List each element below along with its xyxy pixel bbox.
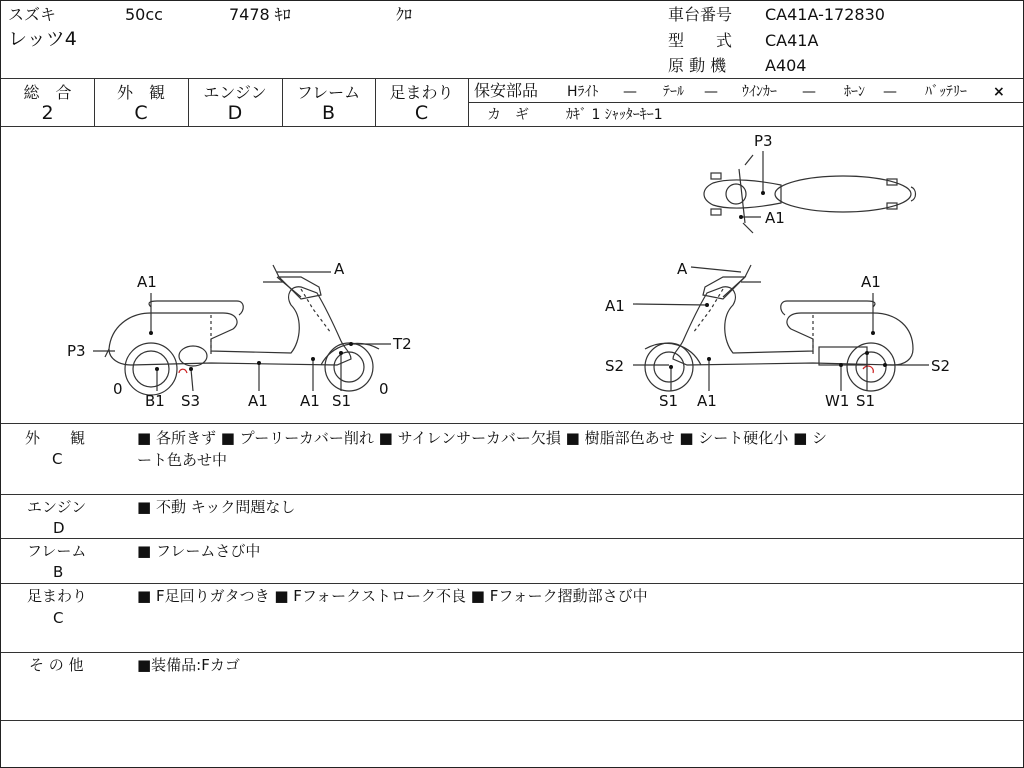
grade-overall-value: 2 <box>41 102 54 124</box>
remark-other-label: そ の 他 <box>29 656 84 674</box>
divider <box>1 78 1023 79</box>
divider <box>1 720 1023 721</box>
remark-frame-text: ■ フレームさび中 <box>137 542 261 560</box>
safety-battery: ﾊﾞｯﾃﾘｰ <box>925 84 967 100</box>
label-s1-rear-right: S1 <box>856 392 876 410</box>
label-a1-floor-right: A1 <box>697 392 717 410</box>
safety-tail-mark: — <box>704 84 718 100</box>
maker: スズキ <box>8 5 57 24</box>
safety-winker-mark: — <box>802 84 816 100</box>
grade-engine-value: D <box>227 102 243 124</box>
grade-exterior-value: C <box>134 102 148 124</box>
remark-exterior-text-2: ート色あせ中 <box>137 451 228 469</box>
label-a1-front-right: A1 <box>605 297 625 315</box>
type-label: 型 式 <box>668 31 733 50</box>
label-zero-right: 0 <box>379 380 389 398</box>
divider <box>1 423 1023 424</box>
safety-horn: ﾎｰﾝ <box>844 84 865 100</box>
type-value: CA41A <box>765 31 819 50</box>
engine-value: A404 <box>765 56 807 75</box>
remark-engine-label: エンジン <box>27 498 87 516</box>
remark-exterior-text: ■ 各所きず ■ プーリーカバー削れ ■ サイレンサーカバー欠損 ■ 樹脂部色あせ ■ シート硬化小 ■ シ <box>137 429 828 447</box>
engine-label: 原 動 機 <box>668 56 727 75</box>
label-t2-left: T2 <box>393 335 412 353</box>
label-s1-left: S1 <box>332 392 352 410</box>
remark-frame-label: フレーム <box>27 542 87 560</box>
frame-no-label: 車台番号 <box>668 5 733 24</box>
grade-overall-label: 総 合 <box>23 83 72 102</box>
label-a1-floor-left: A1 <box>248 392 268 410</box>
label-a-handle-right: A <box>677 260 688 278</box>
label-a1-top: A1 <box>765 209 785 227</box>
grade-engine-label: エンジン <box>203 83 267 102</box>
remark-exterior-label: 外 観 <box>25 429 86 447</box>
label-s2-rear-right: S2 <box>931 357 951 375</box>
safety-winker: ｳｲﾝｶｰ <box>742 84 777 100</box>
remark-suspension-grade: C <box>53 609 64 627</box>
grade-suspension-value: C <box>414 102 429 124</box>
grade-frame-label: フレーム <box>296 83 361 102</box>
divider <box>468 78 469 126</box>
remark-frame-grade: B <box>53 563 64 581</box>
scooter-top-view <box>704 155 916 233</box>
key-value: ｶｷﾞ 1 ｼｬｯﾀｰｷｰ1 <box>566 107 663 123</box>
divider <box>1 494 1023 495</box>
grade-frame-value: B <box>321 102 336 124</box>
remark-suspension-label: 足まわり <box>27 587 88 605</box>
divider <box>1 583 1023 584</box>
safety-label: 保安部品 <box>474 81 539 100</box>
grade-suspension-label: 足まわり <box>389 83 454 102</box>
divider <box>1 538 1023 539</box>
label-p3-left: P3 <box>67 342 86 360</box>
remark-engine-text: ■ 不動 キック問題なし <box>137 498 296 516</box>
divider <box>468 102 1023 103</box>
label-a-handle-left: A <box>334 260 345 278</box>
color: ｸﾛ <box>396 5 413 24</box>
label-s2-front-right: S2 <box>605 357 625 375</box>
label-a1-seat-left: A1 <box>137 273 157 291</box>
displacement: 50cc <box>125 5 163 24</box>
remark-other-text: ■装備品:Fカゴ <box>137 656 240 674</box>
safety-battery-mark: × <box>993 84 1005 100</box>
safety-horn-mark: — <box>883 84 897 100</box>
label-w1-right: W1 <box>825 392 850 410</box>
label-a1-body-left: A1 <box>300 392 320 410</box>
label-p3-top: P3 <box>754 132 773 150</box>
label-b1-left: B1 <box>145 392 165 410</box>
model-name: レッツ4 <box>8 28 77 50</box>
label-s1-front-right: S1 <box>659 392 679 410</box>
remark-exterior-grade: C <box>52 450 63 468</box>
safety-headlight: Hﾗｲﾄ <box>567 84 599 100</box>
grade-exterior-label: 外 観 <box>116 83 165 102</box>
frame-no: CA41A-172830 <box>765 5 885 24</box>
damage-diagram <box>1 127 1023 423</box>
label-s3-left: S3 <box>181 392 201 410</box>
divider <box>1 652 1023 653</box>
label-a1-seat-right: A1 <box>861 273 881 291</box>
key-label: カ ギ <box>487 107 529 123</box>
safety-headlight-mark: — <box>623 84 637 100</box>
label-zero-left: 0 <box>113 380 123 398</box>
remark-engine-grade: D <box>53 519 65 537</box>
safety-tail: ﾃｰﾙ <box>663 84 684 100</box>
mileage: 7478 ｷﾛ <box>229 5 291 24</box>
remark-suspension-text: ■ F足回りガタつき ■ Fフォークストローク不良 ■ Fフォーク摺動部さび中 <box>137 587 648 605</box>
